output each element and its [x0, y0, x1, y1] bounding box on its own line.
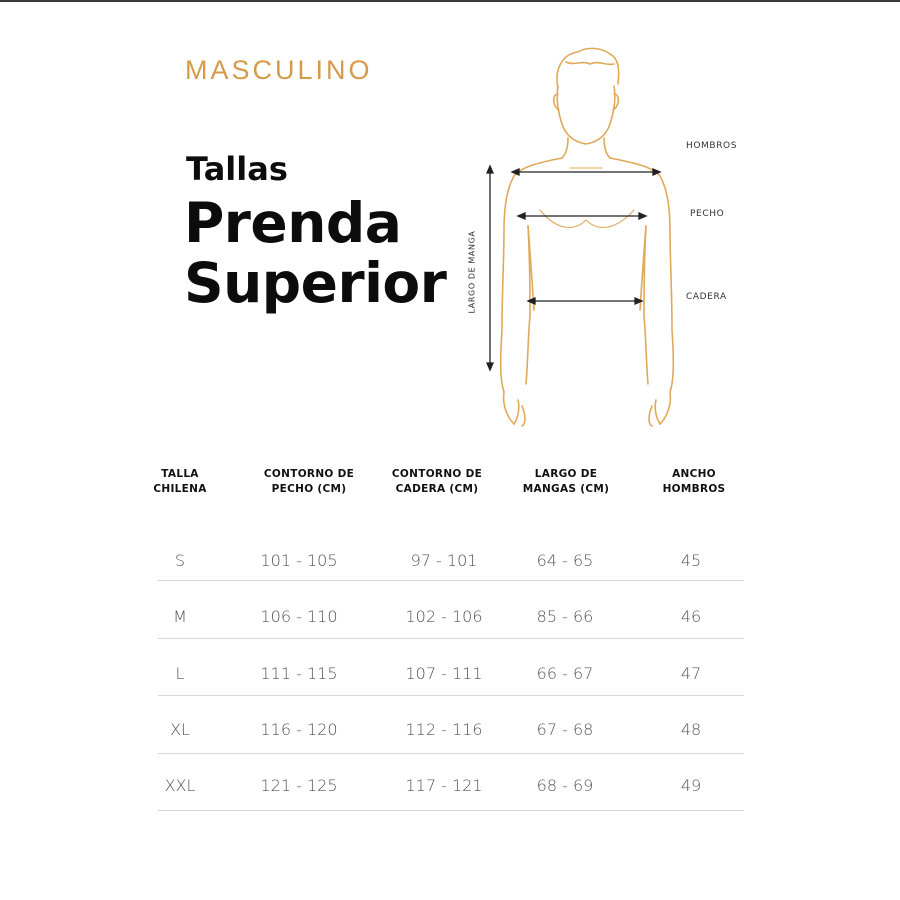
table-cell-shoulders: 48 — [680, 720, 702, 739]
table-cell-hip: 97 - 101 — [410, 551, 478, 570]
top-border — [0, 0, 900, 2]
table-cell-chest: 111 - 115 — [260, 664, 338, 683]
table-cell-sleeve: 64 - 65 — [536, 551, 594, 570]
row-divider — [158, 580, 744, 581]
gender-label: MASCULINO — [185, 55, 373, 85]
table-cell-sleeve: 66 - 67 — [536, 664, 594, 683]
table-cell-size: XXL — [164, 776, 196, 795]
table-cell-shoulders: 49 — [680, 776, 702, 795]
table-cell-shoulders: 46 — [680, 607, 702, 626]
table-cell-sleeve: 68 - 69 — [536, 776, 594, 795]
table-cell-shoulders: 47 — [680, 664, 702, 683]
title-prenda: Prenda — [184, 191, 402, 255]
header-hombros: ANCHO HOMBROS — [662, 468, 726, 495]
table-cell-size: XL — [170, 720, 190, 739]
header-pecho: CONTORNO DE PECHO (CM) — [263, 468, 355, 495]
table-cell-size: S — [174, 551, 186, 570]
table-cell-shoulders: 45 — [680, 551, 702, 570]
table-cell-size: L — [175, 664, 185, 683]
row-divider — [158, 638, 744, 639]
table-cell-chest: 106 - 110 — [260, 607, 338, 626]
hip-label: CADERA — [686, 292, 727, 302]
row-divider — [158, 810, 744, 811]
table-cell-chest: 101 - 105 — [260, 551, 338, 570]
table-cell-size: M — [173, 607, 187, 626]
table-cell-hip: 102 - 106 — [405, 607, 483, 626]
title-superior: Superior — [184, 251, 447, 315]
sleeve-length-label: LARGO DE MANGA — [467, 230, 477, 314]
table-cell-chest: 121 - 125 — [260, 776, 338, 795]
table-cell-hip: 117 - 121 — [405, 776, 483, 795]
title-tallas: Tallas — [186, 150, 288, 188]
table-cell-chest: 116 - 120 — [260, 720, 338, 739]
table-cell-hip: 112 - 116 — [405, 720, 483, 739]
header-cadera: CONTORNO DE CADERA (CM) — [391, 468, 483, 495]
header-talla: TALLA CHILENA — [153, 468, 207, 495]
row-divider — [158, 753, 744, 754]
table-cell-hip: 107 - 111 — [405, 664, 483, 683]
chest-label: PECHO — [690, 209, 725, 219]
body-measurement-figure — [467, 40, 750, 430]
table-cell-sleeve: 67 - 68 — [536, 720, 594, 739]
shoulders-label: HOMBROS — [686, 141, 738, 151]
row-divider — [158, 695, 744, 696]
header-mangas: LARGO DE MANGAS (CM) — [522, 468, 610, 495]
table-cell-sleeve: 85 - 66 — [536, 607, 594, 626]
